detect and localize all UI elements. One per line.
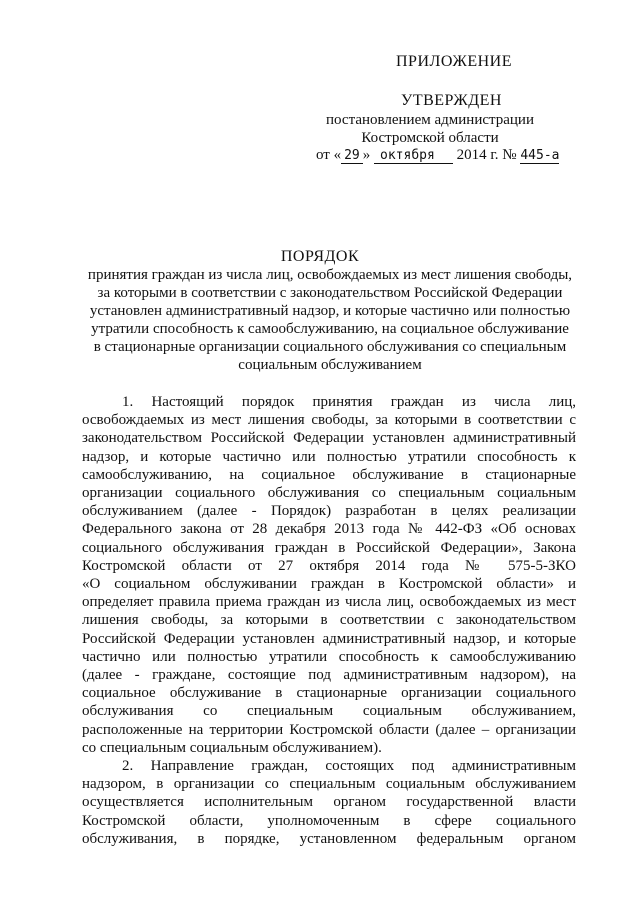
subtitle-line: утратили способность к самообслуживанию, на социальное обслуживание	[91, 321, 569, 337]
body-line: надзором, в организации со специальным социальным обслуживанием	[82, 776, 576, 793]
subtitle-line: установлен административный надзор, и которые частично или полностью	[89, 303, 571, 319]
body-line: законодательством Российской Федерации установлен административный	[82, 430, 576, 447]
body-line: со специальным социальным обслуживанием).	[82, 739, 382, 756]
date-day: 29	[341, 148, 363, 164]
body-line: обслуживания со специальным социальным обслуживанием,	[82, 703, 576, 720]
body-line: надзор, и которые частично или полностью утратили способность к	[82, 448, 576, 465]
body-line: осуществляется исполнительным органом государственной власти	[82, 794, 576, 811]
body-line: лишения свободы, за которыми в соответствии с законодательством	[82, 612, 576, 629]
body-line: определяет правила приема граждан из числа лиц, освобождаемых из мест	[82, 594, 576, 611]
body-line: обслуживанием (далее - Порядок) разработан в целях реализации	[82, 503, 576, 520]
body-line: самообслуживанию, на социальное обслуживание в стационарные	[82, 466, 576, 483]
body-line: Костромской области от 27 октября 2014 года № 575-5-ЗКО	[82, 557, 576, 574]
body-line: (далее - граждане, состоящие под административным надзором), на	[82, 667, 576, 684]
body-line: обслуживания, в порядке, установленном федеральным органом	[82, 830, 576, 847]
subtitle-line: в стационарные организации социального обслуживания со специальным	[93, 339, 567, 355]
body-line: освобождаемых из мест лишения свободы, за которыми в соответствии с	[82, 412, 576, 429]
body-line: социальное обслуживание в стационарные организации социального	[82, 685, 576, 702]
body-line: Российской Федерации установлен административный надзор, и которые	[82, 630, 576, 647]
subtitle-line: принятия граждан из числа лиц, освобождаемых из мест лишения свободы,	[87, 267, 573, 283]
body-line: Костромской области, уполномоченным в сфере социального	[82, 812, 576, 829]
body-line: Федерального закона от 28 декабря 2013 года № 442-ФЗ «Об основах	[82, 521, 576, 538]
body-line: 2. Направление граждан, состоящих под административным	[122, 758, 576, 775]
subtitle-line: за которыми в соответствии с законодательством Российской Федерации	[97, 285, 563, 301]
document-title: ПОРЯДОК	[280, 248, 360, 265]
date-month: октября	[374, 148, 453, 164]
document-body	[82, 393, 576, 848]
document-subtitle	[80, 266, 580, 374]
date-mid: »	[362, 147, 371, 163]
body-line: организации социального обслуживания со специальным социальным	[82, 485, 576, 502]
body-line: «О социальном обслуживании граждан в Костромской области» и	[82, 576, 576, 593]
decree-number: 445-а	[520, 148, 560, 163]
decree-line: Костромской области	[361, 130, 499, 146]
body-line: расположенные на территории Костромской области (далее – организации	[82, 721, 576, 738]
appendix-label: ПРИЛОЖЕНИЕ	[396, 53, 513, 70]
decree-line: постановлением администрации	[326, 112, 534, 128]
subtitle-line: социальным обслуживанием	[238, 357, 422, 373]
date-year: 2014 г. №	[456, 147, 517, 163]
body-line: 1. Настоящий порядок принятия граждан из числа лиц,	[122, 394, 576, 410]
body-line: частично или полностью утратили способность к самообслуживанию	[82, 648, 576, 665]
decree-block	[300, 111, 560, 147]
approved-label: УТВЕРЖДЕН	[401, 92, 502, 109]
body-line: социального обслуживания граждан в Российской Федерации», Закона	[82, 539, 576, 556]
decree-date-line	[316, 147, 559, 164]
date-prefix: от «	[316, 147, 342, 163]
